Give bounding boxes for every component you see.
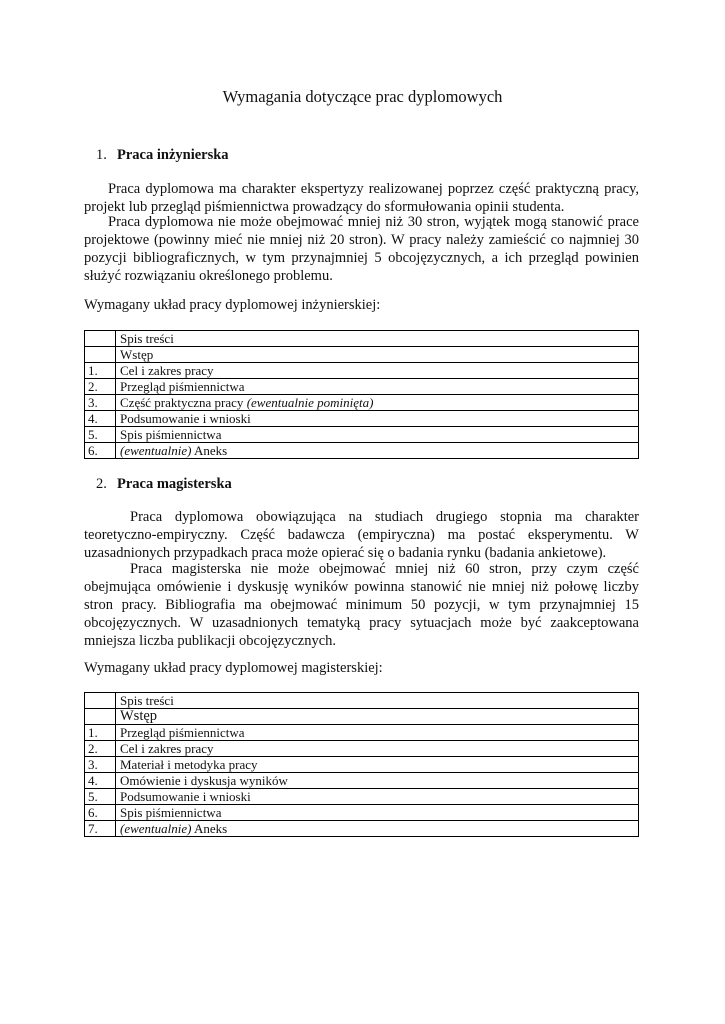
table-row: 7. (ewentualnie) Aneks xyxy=(85,821,639,837)
table-row: 5. Podsumowanie i wnioski xyxy=(85,789,639,805)
section-number: 2. xyxy=(96,476,107,492)
paragraph: Praca dyplomowa obowiązująca na studiach drugiego stopnia ma charakter teoretyczno-empiryczny. Część badawcza (empiryczna) ma postać eksperymentu. W uzasadnionych przypadkach praca może opierać się o badania rynku (badania ankietowe). xyxy=(84,509,639,561)
section-heading-engineering xyxy=(96,146,229,164)
table-row: 4. Omówienie i dyskusja wyników xyxy=(85,773,639,789)
table-row: 2. Cel i zakres pracy xyxy=(85,741,639,757)
table-row: 1. Cel i zakres pracy xyxy=(85,363,639,379)
table-row: 4. Podsumowanie i wnioski xyxy=(85,411,639,427)
table-row: 6. Spis piśmiennictwa xyxy=(85,805,639,821)
table-row: 5. Spis piśmiennictwa xyxy=(85,427,639,443)
table-row: 1. Przegląd piśmiennictwa xyxy=(85,725,639,741)
table-row: Spis treści xyxy=(85,331,639,347)
table-row: Spis treści xyxy=(85,693,639,709)
table-row: Wstęp xyxy=(85,709,639,725)
masters-structure-table xyxy=(84,692,639,837)
layout-caption: Wymagany układ pracy dyplomowej magisterskiej: xyxy=(84,660,383,676)
table-row: 3. Materiał i metodyka pracy xyxy=(85,757,639,773)
table-row: Wstęp xyxy=(85,347,639,363)
table-row: 6. (ewentualnie) Aneks xyxy=(85,443,639,459)
paragraph: Praca dyplomowa ma charakter ekspertyzy realizowanej poprzez część praktyczną pracy, projekt lub przegląd piśmiennictwa prowadzący do sformułowania opinii studenta. xyxy=(84,181,639,215)
section-title: Praca inżynierska xyxy=(117,147,229,163)
table-row: 2. Przegląd piśmiennictwa xyxy=(85,379,639,395)
section-number: 1. xyxy=(96,147,107,163)
engineering-structure-table xyxy=(84,330,639,459)
section-title: Praca magisterska xyxy=(117,476,232,492)
layout-caption: Wymagany układ pracy dyplomowej inżynierskiej: xyxy=(84,297,381,313)
document-title: Wymagania dotyczące prac dyplomowych xyxy=(222,87,503,106)
paragraph: Praca dyplomowa nie może obejmować mniej niż 30 stron, wyjątek mogą stanowić prace projektowe (powinny mieć nie mniej niż 20 stron). W pracy należy zamieścić co najmniej 30 pozycji bibliograficznych, w tym przynajmniej 5 obcojęzycznych, a ich przegląd powinien służyć rozwiązaniu określonego problemu. xyxy=(84,214,639,284)
table-row: 3. Część praktyczna pracy (ewentualnie pominięta) xyxy=(85,395,639,411)
paragraph: Praca magisterska nie może obejmować mniej niż 60 stron, przy czym część obejmująca omówienie i dyskusję wyników powinna stanowić nie mniej niż połowę liczby stron pracy. Bibliografia ma obejmować minimum 50 pozycji, w tym przynajmniej 15 obcojęzycznych. W uzasadnionych tematyką pracy sytuacjach może być zaakceptowana mniejsza liczba publikacji obcojęzycznych. xyxy=(84,561,639,649)
section-heading-masters xyxy=(96,475,232,493)
